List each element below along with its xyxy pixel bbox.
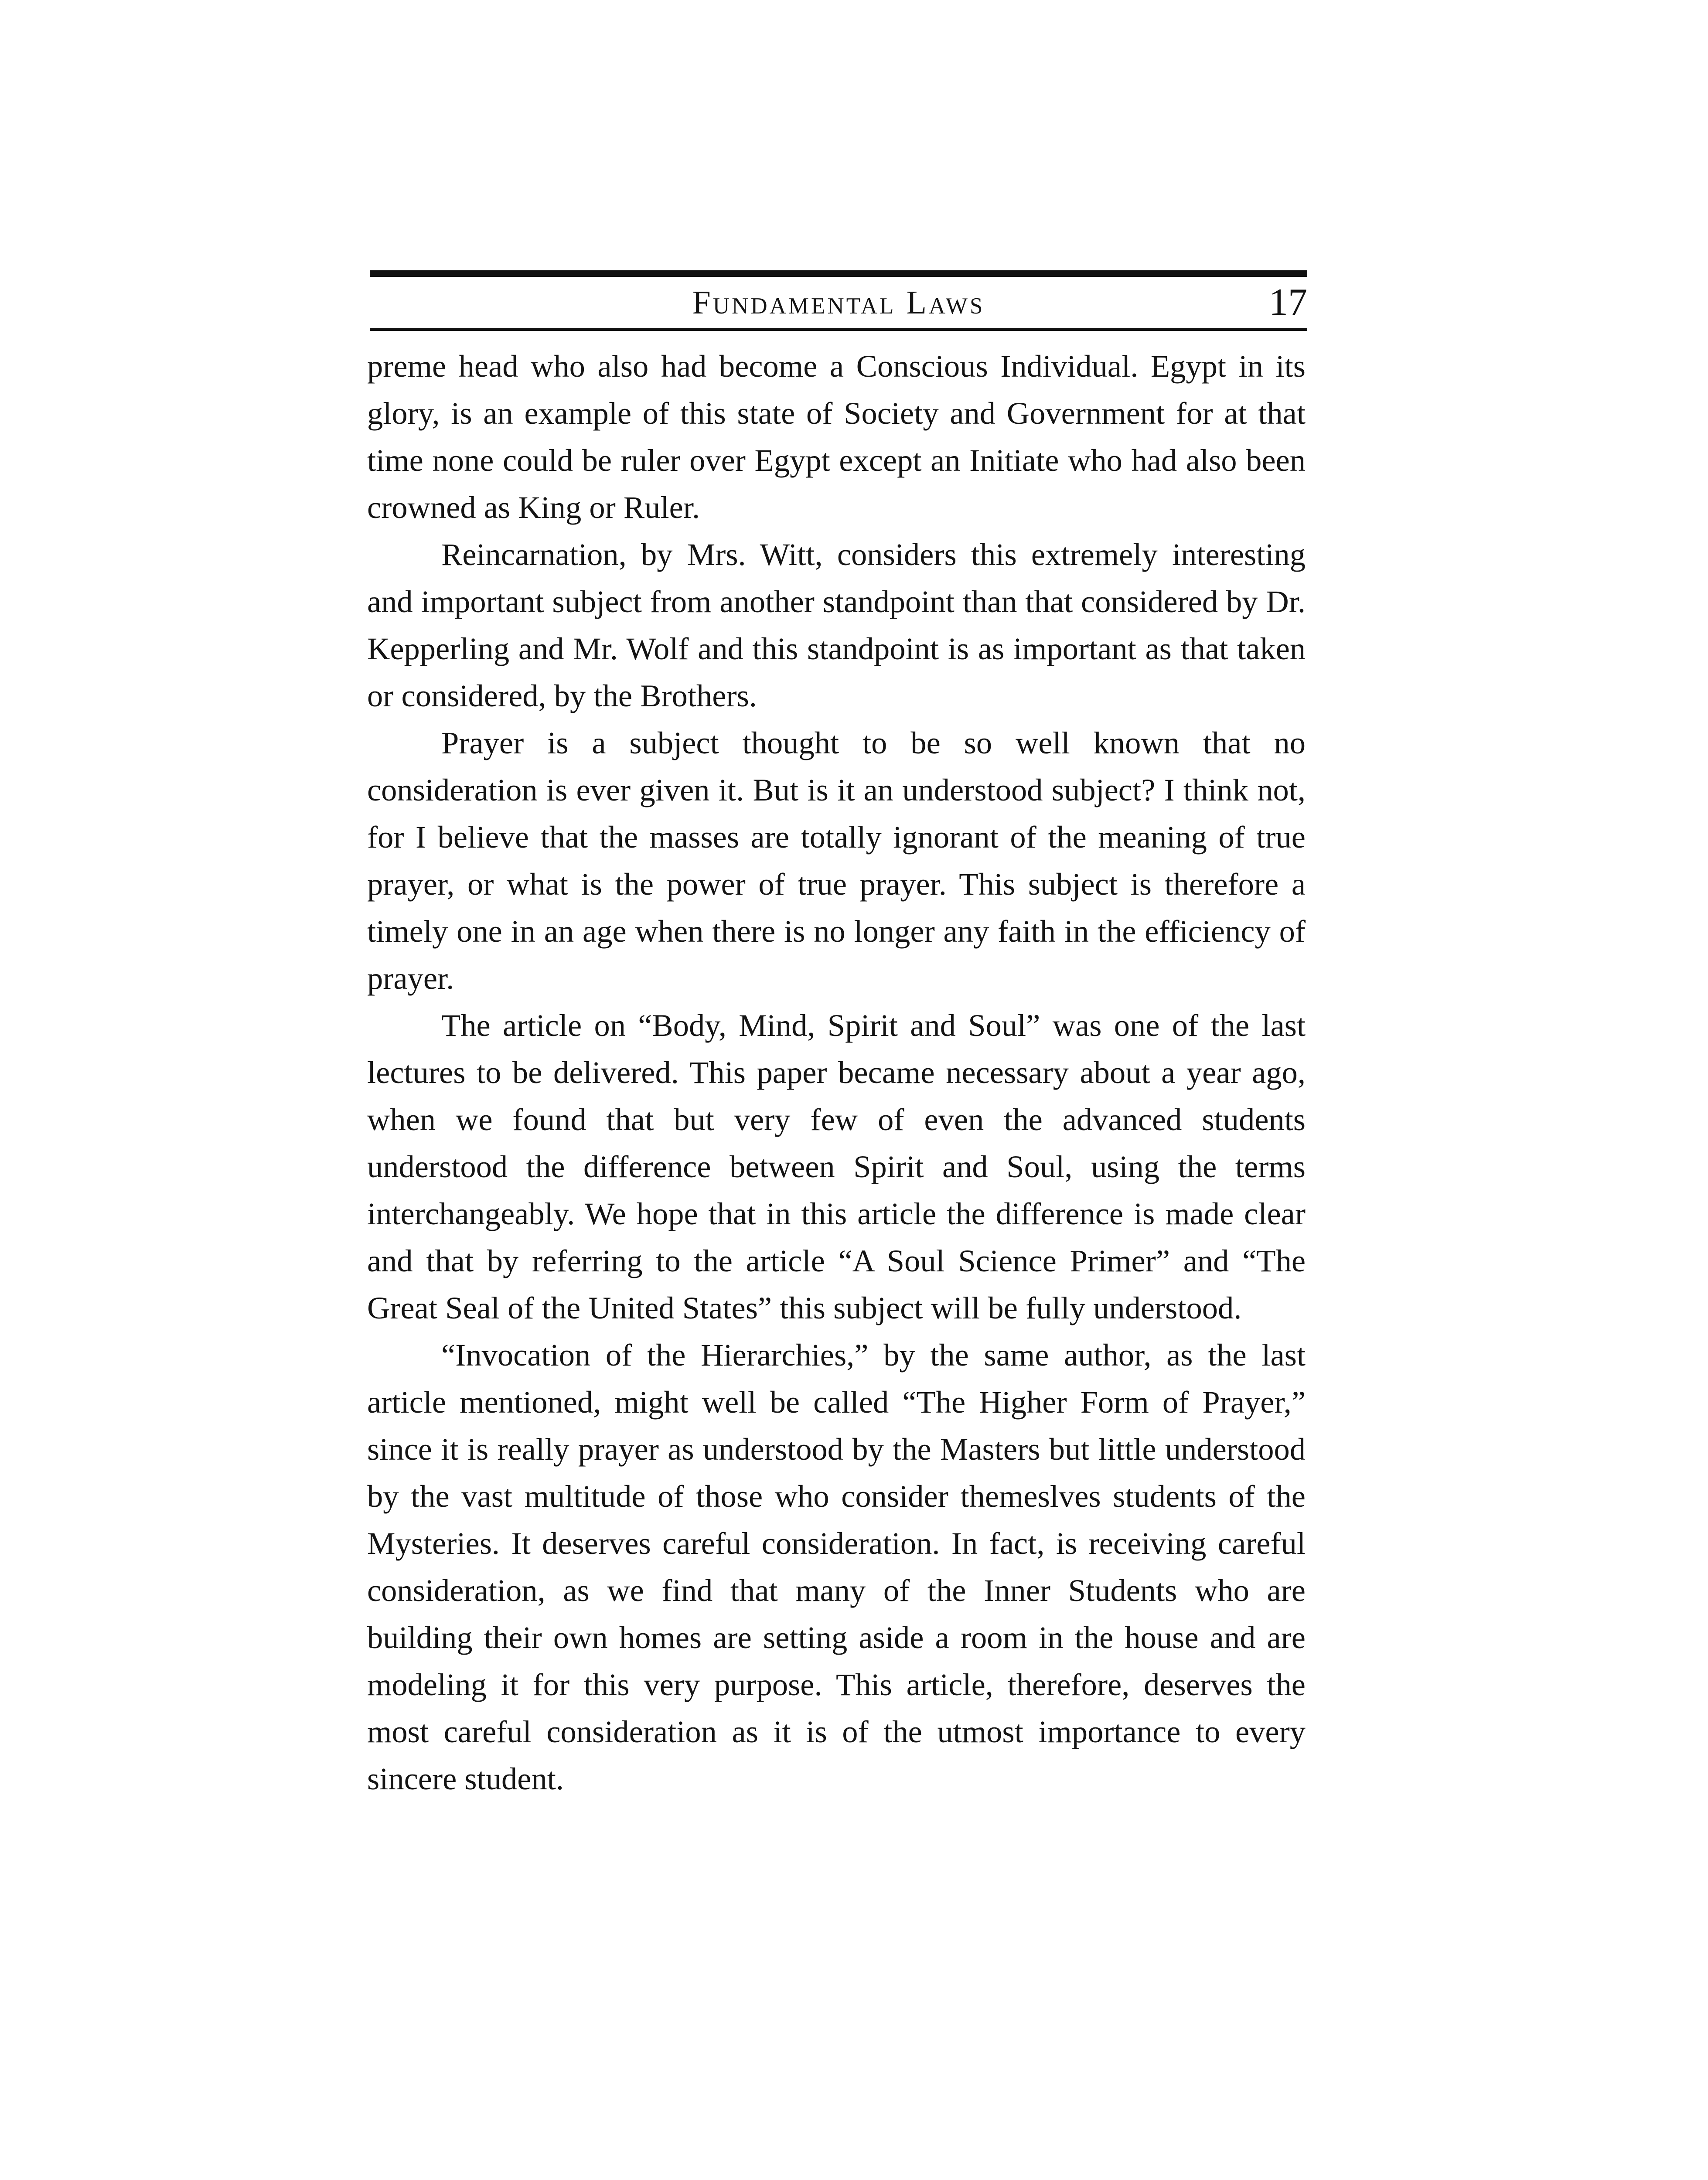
running-head [370, 279, 1307, 327]
paragraph-prayer: Prayer is a subject thought to be so well known that no consideration is ever given it. But is it an understood subject? I think not, for I believe that the masses are totally ignorant of the meaning of true prayer, or what is the power of true prayer. This subject is therefore a timely one in an age when there is no longer any faith in the efficiency of prayer. [367, 725, 1306, 996]
paragraph-continuation: preme head who also had become a Conscious Individual. Egypt in its glory, is an example of this state of Society and Government for at that time none could be ruler over Egypt except an Initiate who had also been crowned as King or Ruler. [367, 348, 1306, 525]
paragraph-invocation-hierarchies: “Invocation of the Hierarchies,” by the same author, as the last article mentioned, might well be called “The Higher Form of Prayer,” since it is really prayer as understood by the Masters but little understood by the vast multitude of those who consider themeslves students of the Mysteries. It deserves careful consideration. In fact, is receiving careful consideration, as we find that many of the Inner Students who are building their own homes are setting aside a room in the house and are modeling it for this very purpose. This article, therefore, deserves the most careful consideration as it is of the utmost importance to every sincere student. [367, 1337, 1306, 1796]
paragraph-reincarnation: Reincarnation, by Mrs. Witt, considers this extremely interesting and important subject from another standpoint than that considered by Dr. Kepperling and Mr. Wolf and this standpoint is as important as that taken or considered, by the Brothers. [367, 537, 1306, 713]
running-head-title: Fundamental Laws [692, 284, 985, 321]
page-number: 17 [1269, 281, 1307, 324]
header-rule-bottom [370, 328, 1307, 331]
paragraph-body-mind-spirit-soul: The article on “Body, Mind, Spirit and Soul” was one of the last lectures to be delivered. This paper became necessary about a year ago, when we found that but very few of even the advanced students understood the difference between Spirit and Soul, using the terms interchangeably. We hope that in this article the difference is made clear and that by referring to the article “A Soul Science Primer” and “The Great Seal of the United States” this subject will be fully understood. [367, 1008, 1306, 1325]
body-text [367, 343, 1306, 1802]
header-rule-top [370, 270, 1307, 277]
